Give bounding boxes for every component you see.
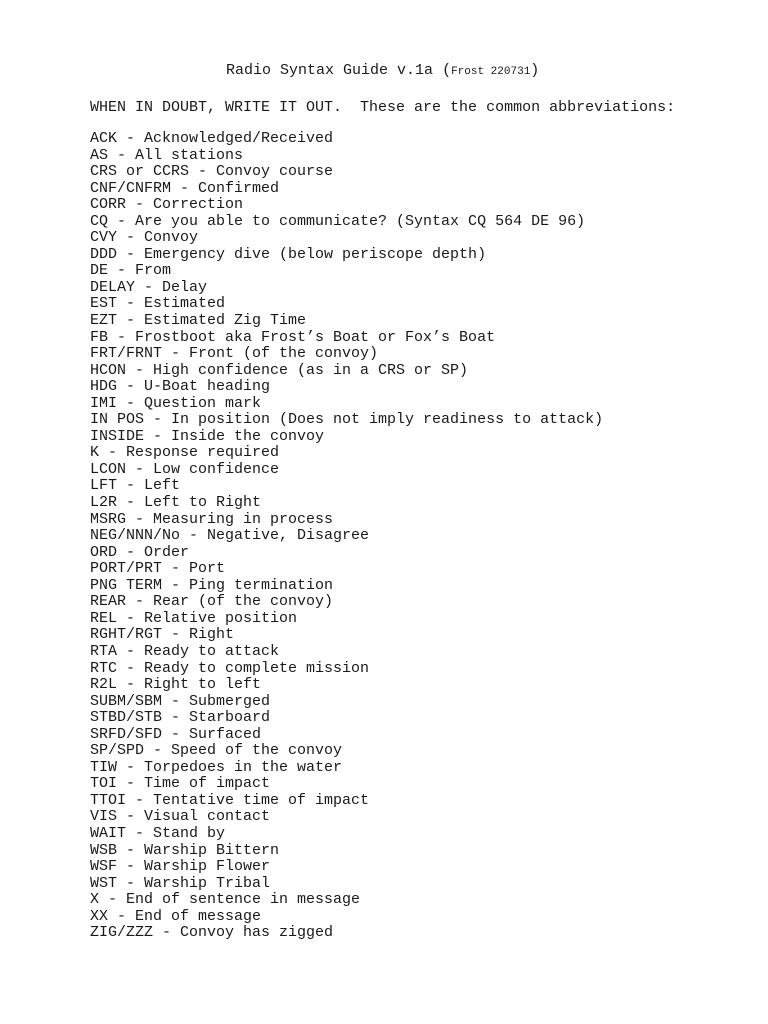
abbreviation-entry: WSF - Warship Flower <box>90 858 271 876</box>
abbreviation-entry: ZIG/ZZZ - Convoy has zigged <box>90 924 334 942</box>
abbreviation-entry: WST - Warship Tribal <box>90 874 271 892</box>
abbreviation-entry: PNG TERM - Ping termination <box>90 576 334 594</box>
abbreviation-entry: DE - From <box>90 262 172 280</box>
abbreviation-entry: NEG/NNN/No - Negative, Disagree <box>90 527 370 545</box>
abbreviation-list <box>90 131 603 942</box>
abbreviation-entry: K - Response required <box>90 444 280 462</box>
abbreviation-entry: DDD - Emergency dive (below periscope depth) <box>90 245 487 263</box>
abbreviation-entry: REL - Relative position <box>90 609 298 627</box>
document-title <box>226 61 539 82</box>
abbreviation-entry: XX - End of message <box>90 907 262 925</box>
abbreviation-entry: L2R - Left to Right <box>90 494 262 512</box>
abbreviation-entry: PORT/PRT - Port <box>90 560 226 578</box>
abbreviation-entry: IN POS - In position (Does not imply readiness to attack) <box>90 411 604 429</box>
abbreviation-entry: CQ - Are you able to communicate? (Syntax CQ 564 DE 96) <box>90 212 586 230</box>
abbreviation-entry: CRS or CCRS - Convoy course <box>90 163 334 181</box>
abbreviation-entry: CVY - Convoy <box>90 229 199 247</box>
abbreviation-entry: EZT - Estimated Zig Time <box>90 312 307 330</box>
abbreviation-entry: IMI - Question mark <box>90 394 262 412</box>
abbreviation-entry: SRFD/SFD - Surfaced <box>90 725 262 743</box>
abbreviation-entry: MSRG - Measuring in process <box>90 510 334 528</box>
abbreviation-entry: ORD - Order <box>90 543 190 561</box>
abbreviation-entry: TOI - Time of impact <box>90 775 271 793</box>
abbreviation-entry: CNF/CNFRM - Confirmed <box>90 179 280 197</box>
abbreviation-entry: DELAY - Delay <box>90 278 208 296</box>
abbreviation-entry: X - End of sentence in message <box>90 891 361 909</box>
abbreviation-entry: AS - All stations <box>90 146 244 164</box>
abbreviation-entry: TIW - Torpedoes in the water <box>90 758 343 776</box>
abbreviation-entry: RTC - Ready to complete mission <box>90 659 370 677</box>
abbreviation-entry: HDG - U-Boat heading <box>90 378 271 396</box>
abbreviation-entry: RGHT/RGT - Right <box>90 626 235 644</box>
abbreviation-entry: INSIDE - Inside the convoy <box>90 427 325 445</box>
abbreviation-entry: ACK - Acknowledged/Received <box>90 130 334 147</box>
abbreviation-entry: EST - Estimated <box>90 295 226 313</box>
abbreviation-entry: HCON - High confidence (as in a CRS or SP) <box>90 361 469 379</box>
abbreviation-entry: SP/SPD - Speed of the convoy <box>90 742 343 760</box>
abbreviation-entry: FB - Frostboot aka Frost’s Boat or Fox’s Boat <box>90 328 496 346</box>
title-paren-open: ( <box>442 62 452 79</box>
abbreviation-entry: STBD/STB - Starboard <box>90 709 271 727</box>
abbreviation-entry: FRT/FRNT - Front (of the convoy) <box>90 345 379 363</box>
title-paren-close: ) <box>530 62 540 79</box>
abbreviation-entry: TTOI - Tentative time of impact <box>90 791 370 809</box>
abbreviation-entry: WAIT - Stand by <box>90 824 226 842</box>
abbreviation-entry: LCON - Low confidence <box>90 460 280 478</box>
abbreviation-entry: CORR - Correction <box>90 196 244 214</box>
title-main: Radio Syntax Guide v.1a <box>226 62 434 79</box>
abbreviation-entry: REAR - Rear (of the convoy) <box>90 593 334 611</box>
title-note: Frost 220731 <box>451 66 531 78</box>
abbreviation-entry: RTA - Ready to attack <box>90 642 280 660</box>
abbreviation-entry: VIS - Visual contact <box>90 808 271 826</box>
abbreviation-entry: SUBM/SBM - Submerged <box>90 692 271 710</box>
intro-line: WHEN IN DOUBT, WRITE IT OUT. These are the common abbreviations: <box>90 99 676 116</box>
abbreviation-entry: LFT - Left <box>90 477 181 495</box>
abbreviation-entry: WSB - Warship Bittern <box>90 841 280 859</box>
abbreviation-entry: R2L - Right to left <box>90 676 262 694</box>
